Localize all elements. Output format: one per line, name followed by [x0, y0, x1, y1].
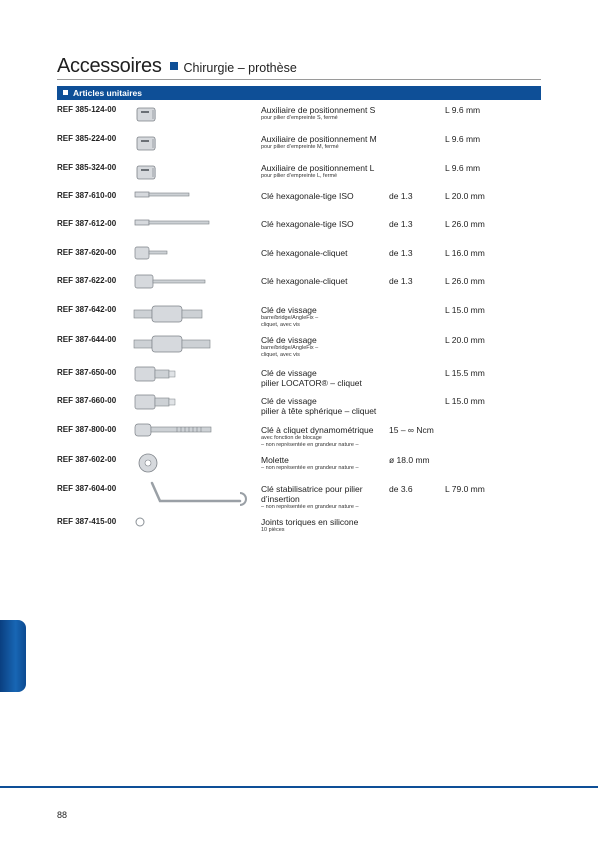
item-desc: Clé hexagonale-cliquet — [261, 276, 348, 286]
item-ref: REF 387-602-00 — [57, 455, 117, 464]
hex-key-ratchet-icon — [132, 245, 262, 271]
item-ref: REF 387-622-00 — [57, 276, 117, 285]
item-ref: REF 387-642-00 — [57, 305, 117, 314]
item-ref: REF 387-612-00 — [57, 219, 117, 228]
table-row — [57, 368, 541, 396]
item-desc: Clé hexagonale-tige ISO — [261, 219, 354, 229]
title-main: Accessoires — [57, 55, 162, 77]
table-row — [57, 191, 541, 219]
item-ref: REF 387-644-00 — [57, 335, 117, 344]
table-row — [57, 105, 541, 133]
footer-rule — [0, 786, 598, 788]
item-desc: Auxiliaire de positionnement M — [261, 134, 377, 144]
table-row — [57, 276, 541, 304]
item-length: L 9.6 mm — [445, 105, 481, 115]
table-row — [57, 484, 541, 512]
item-length: L 15.0 mm — [445, 305, 485, 315]
item-length: L 9.6 mm — [445, 163, 481, 173]
item-note: – non représentée en grandeur nature – — [261, 465, 359, 471]
item-ref: REF 387-604-00 — [57, 484, 117, 493]
title-square-icon — [170, 62, 178, 70]
item-desc: Joints toriques en silicone — [261, 517, 359, 527]
hex-key-iso-long-icon — [132, 216, 262, 242]
item-desc-2: pilier LOCATOR® – cliquet — [261, 378, 362, 388]
item-length: L 20.0 mm — [445, 335, 485, 345]
screwdriver-ball-icon — [132, 393, 262, 419]
item-ref: REF 385-224-00 — [57, 134, 117, 143]
item-desc: Clé hexagonale-cliquet — [261, 248, 348, 258]
table-row — [57, 134, 541, 162]
item-spec: de 3.6 — [389, 484, 413, 494]
item-note-2: cliquet, avec vis — [261, 322, 300, 328]
item-desc: Clé hexagonale-tige ISO — [261, 191, 354, 201]
item-ref: REF 385-124-00 — [57, 105, 117, 114]
table-row — [57, 335, 541, 363]
item-length: L 15.0 mm — [445, 396, 485, 406]
positioning-aid-S-icon — [132, 102, 262, 128]
positioning-aid-M-icon — [132, 131, 262, 157]
table-row — [57, 163, 541, 191]
section-header — [57, 86, 541, 100]
page-title — [57, 55, 297, 78]
item-ref: REF 387-610-00 — [57, 191, 117, 200]
item-length: L 15.5 mm — [445, 368, 485, 378]
title-subtitle: Chirurgie – prothèse — [183, 61, 297, 75]
item-note: pour pilier d’empreinte S, fermé — [261, 115, 338, 121]
item-ref: REF 387-650-00 — [57, 368, 117, 377]
item-ref: REF 385-324-00 — [57, 163, 117, 172]
screwdriver-bar-icon — [132, 302, 262, 328]
table-row — [57, 455, 541, 483]
section-square-icon — [63, 90, 68, 95]
item-desc-2: pilier à tête sphérique – cliquet — [261, 406, 377, 416]
o-ring-icon — [132, 514, 262, 540]
hex-key-iso-icon — [132, 188, 262, 214]
table-row — [57, 219, 541, 247]
item-desc: Clé de vissage — [261, 335, 317, 345]
item-desc: Auxiliaire de positionnement L — [261, 163, 375, 173]
chapter-side-tab — [0, 620, 26, 692]
table-row — [57, 305, 541, 333]
item-ref: REF 387-800-00 — [57, 425, 117, 434]
item-length: L 79.0 mm — [445, 484, 485, 494]
thumb-wheel-icon — [132, 452, 262, 478]
screwdriver-bar-long-icon — [132, 332, 262, 358]
item-desc: Molette — [261, 455, 289, 465]
item-desc: Clé de vissage — [261, 396, 317, 406]
item-ref: REF 387-660-00 — [57, 396, 117, 405]
item-note: 10 pièces — [261, 527, 285, 533]
item-spec: de 1.3 — [389, 191, 413, 201]
item-note: – non représentée en grandeur nature – — [261, 504, 359, 510]
item-spec: de 1.3 — [389, 219, 413, 229]
item-note-2: cliquet, avec vis — [261, 352, 300, 358]
item-ref: REF 387-415-00 — [57, 517, 117, 526]
item-length: L 26.0 mm — [445, 276, 485, 286]
item-desc-2: d’insertion — [261, 494, 300, 504]
hex-key-ratchet-long-icon — [132, 273, 262, 299]
page-number: 88 — [57, 810, 68, 820]
item-desc: Clé de vissage — [261, 368, 317, 378]
table-row — [57, 517, 541, 545]
torque-ratchet-icon — [132, 422, 262, 448]
item-desc: Auxiliaire de positionnement S — [261, 105, 376, 115]
table-row — [57, 248, 541, 276]
table-row — [57, 425, 541, 453]
item-spec: ø 18.0 mm — [389, 455, 430, 465]
positioning-aid-L-icon — [132, 160, 262, 186]
title-rule — [57, 79, 541, 80]
item-desc: Clé à cliquet dynamométrique — [261, 425, 374, 435]
item-note-2: – non représentée en grandeur nature – — [261, 442, 359, 448]
item-length: L 16.0 mm — [445, 248, 485, 258]
table-row — [57, 396, 541, 424]
item-length: L 9.6 mm — [445, 134, 481, 144]
item-length: L 20.0 mm — [445, 191, 485, 201]
item-spec: de 1.3 — [389, 276, 413, 286]
section-label: Articles unitaires — [73, 88, 142, 98]
item-note: pour pilier d’empreinte L, fermé — [261, 173, 338, 179]
item-length: L 26.0 mm — [445, 219, 485, 229]
item-desc: Clé stabilisatrice pour pilier — [261, 484, 363, 494]
stabilizer-key-icon — [132, 481, 262, 507]
item-note: barre/bridge/AngleFix – — [261, 345, 319, 351]
screwdriver-locator-icon — [132, 365, 262, 391]
item-note: barre/bridge/AngleFix – — [261, 315, 319, 321]
item-spec: de 1.3 — [389, 248, 413, 258]
item-spec: 15 – ∞ Ncm — [389, 425, 434, 435]
item-ref: REF 387-620-00 — [57, 248, 117, 257]
item-note: avec fonction de blocage — [261, 435, 322, 441]
item-note: pour pilier d’empreinte M, fermé — [261, 144, 339, 150]
item-desc: Clé de vissage — [261, 305, 317, 315]
